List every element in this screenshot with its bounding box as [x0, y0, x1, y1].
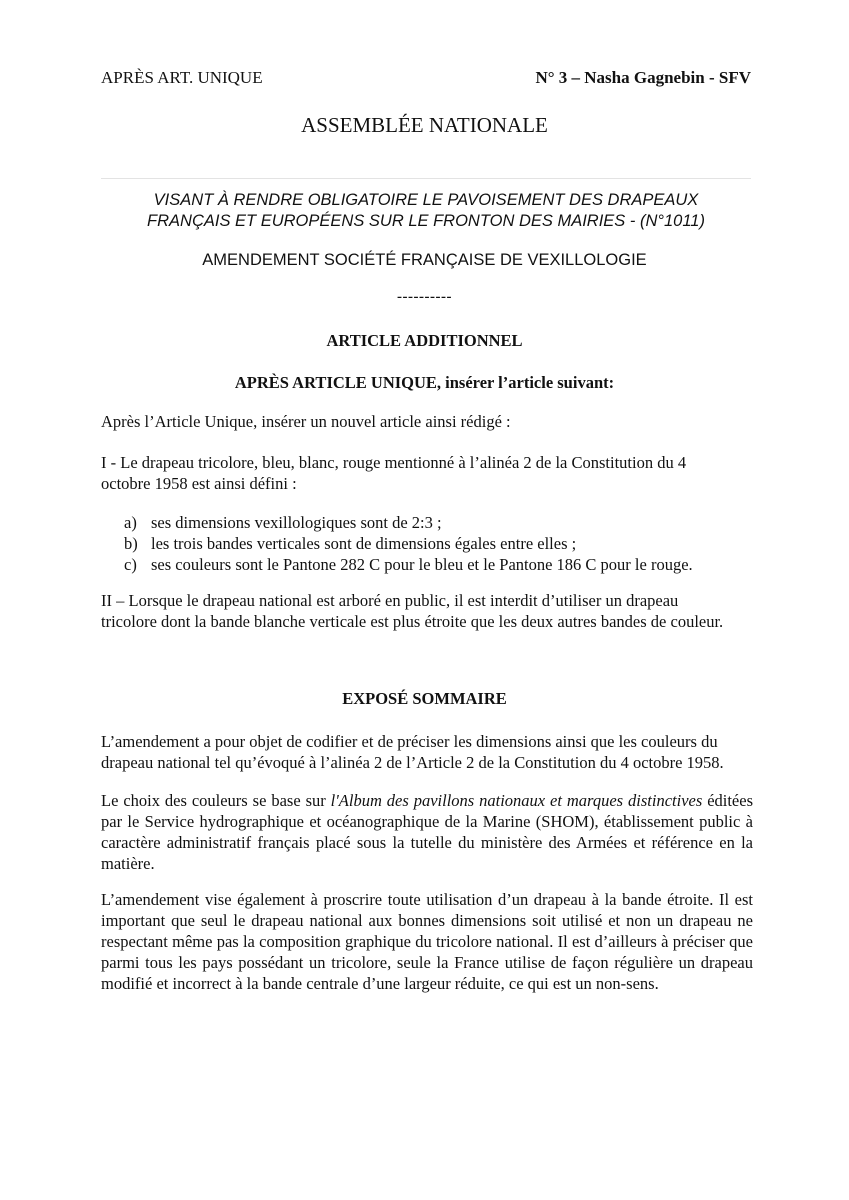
list-item [124, 533, 744, 554]
list-item [124, 554, 744, 575]
section-two-line: II – Lorsque le drapeau national est arboré en public, il est interdit d’utiliser un drapeau [101, 591, 679, 610]
article-heading: ARTICLE ADDITIONNEL [326, 331, 523, 350]
album-title: l'Album des pavillons nationaux et marques distinctives [330, 791, 703, 810]
bill-subject-line: FRANÇAIS ET EUROPÉENS SUR LE FRONTON DES MAIRIES - (N°1011) [147, 212, 705, 230]
article-instruction: APRÈS ARTICLE UNIQUE, insérer l’article suivant: [234, 373, 615, 392]
separator: ---------- [397, 289, 452, 305]
list-item-letter: b) [124, 534, 138, 553]
summary-paragraph-3: L’amendement vise également à proscrire toute utilisation d’un drapeau à la bande étroite. Il est important que seul le drapeau national aux bonnes dimensions soit utilisé et non un drapeau ne respectant même pas la composition graphique du tricolore national. Il est d’ailleurs à préciser que parmi tous les pays possédant un tricolore, seule la France utilise de façon régulière un drapeau modifié et incorrect à la bande centrale d’une largeur réduite, ce qui est un non-sens. [101, 890, 753, 993]
list-item-text: ses couleurs sont le Pantone 282 C pour le bleu et le Pantone 186 C pour le rouge. [151, 555, 693, 574]
summary-paragraph-2-lead: Le choix des couleurs se base sur [101, 791, 331, 810]
list-item [124, 512, 744, 533]
header-amendment-number: N° 3 – Nasha Gagnebin - SFV [535, 68, 751, 87]
section-one [101, 452, 753, 494]
section-one-line: octobre 1958 est ainsi défini : [101, 474, 297, 493]
bill-subject [101, 190, 751, 232]
list-item-text: ses dimensions vexillologiques sont de 2:3 ; [151, 513, 442, 532]
amendment-title: AMENDEMENT SOCIÉTÉ FRANÇAISE DE VEXILLOLOGIE [202, 251, 647, 269]
assembly-title: ASSEMBLÉE NATIONALE [301, 113, 548, 137]
list-item-letter: c) [124, 555, 137, 574]
summary-heading: EXPOSÉ SOMMAIRE [342, 689, 507, 708]
intro-paragraph: Après l’Article Unique, insérer un nouvel article ainsi rédigé : [101, 412, 511, 431]
summary-paragraph-1-line: L’amendement a pour objet de codifier et de préciser les dimensions ainsi que les couleurs du [101, 732, 718, 751]
list-item-letter: a) [124, 513, 137, 532]
definition-list [124, 512, 744, 575]
section-two-line: tricolore dont la bande blanche verticale est plus étroite que les deux autres bandes de couleur. [101, 612, 724, 631]
summary-paragraph-2-rest: éditées par le Service hydrographique et océanographique de la Marine (SHOM), établissement public à caractère administratif français placé sous la tutelle du ministère des Armées et référence en la matière. [101, 791, 754, 873]
summary-paragraph-1-line: drapeau national tel qu’évoqué à l’alinéa 2 de l’Article 2 de la Constitution du 4 octobre 1958. [101, 753, 724, 772]
section-one-line: I - Le drapeau tricolore, bleu, blanc, rouge mentionné à l’alinéa 2 de la Constitution du 4 [101, 453, 687, 472]
summary-paragraph-2 [101, 790, 753, 874]
summary-paragraph-1 [101, 731, 753, 773]
section-two [101, 590, 753, 632]
header-article-ref: APRÈS ART. UNIQUE [101, 68, 263, 87]
header-divider [101, 178, 751, 179]
list-item-text: les trois bandes verticales sont de dimensions égales entre elles ; [151, 534, 577, 553]
bill-subject-line: VISANT À RENDRE OBLIGATOIRE LE PAVOISEMENT DES DRAPEAUX [153, 191, 699, 209]
